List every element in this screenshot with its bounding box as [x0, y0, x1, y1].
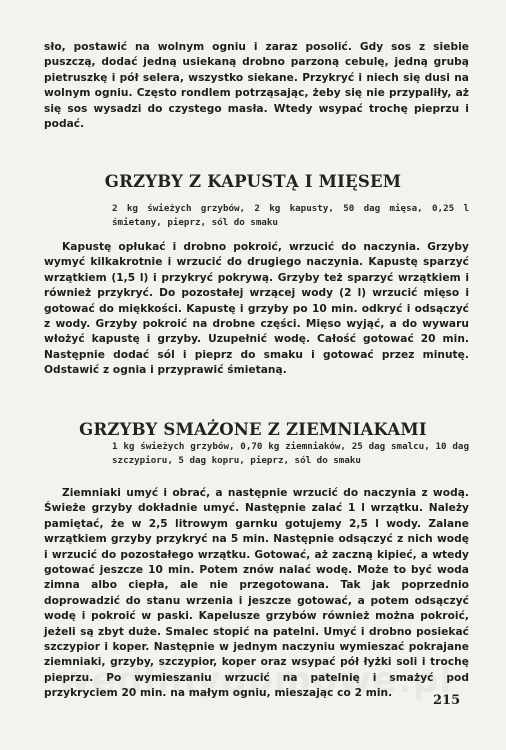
intro-paragraph: sło, postawić na wolnym ogniu i zaraz posolić. Gdy sos z siebie puszczą, dodać jedną usiekaną drobno parzoną cebulę, jedną grubą pietruszkę i pół selera, wszystko siekane. Przykryć i niech się dusi na wolnym ogniu. Często rondlem potrząsając, żeby się nie przypaliły, aż się sos wysadzi do czystego masła. Wtedy wsypać trochę pieprzu i podać.	[44, 41, 469, 131]
page-number: 215	[433, 693, 461, 708]
recipe1-ingredients: 2 kg świeżych grzybów, 2 kg kapusty, 50 dag mięsa, 0,25 l śmietany, pieprz, sól do smaku	[112, 203, 469, 228]
recipe1-instructions: Kapustę opłukać i drobno pokroić, wrzucić do naczynia. Grzyby wymyć kilkakrotnie i wrzucić do drugiego naczynia. Kapustę sparzyć wrzątkiem (1,5 l) i przykryć pokrywą. Grzyby też sparzyć wrzątkiem i również przykryć. Do pozostałej wrzącej wody (2 l) wrzucić mięso i gotować do miękkości. Kapustę i grzyby po 10 min. odkryć i odsączyć z wody. Grzyby pokroić na drobne części. Mięso wyjąć, a do wywaru włożyć kapustę i grzyby. Uzupełnić wodę. Całość gotować 20 min. Następnie dodać sól i pieprz do smaku i gotować przez minutę. Odstawić z ognia i przyprawić śmietaną.	[44, 241, 469, 377]
recipe2-title: GRZYBY SMAŻONE Z ZIEMNIAKAMI	[79, 420, 427, 439]
recipe2-instructions: Ziemniaki umyć i obrać, a następnie wrzucić do naczynia z wodą. Świeże grzyby dokładnie umyć. Następnie zalać 1 l wrzątku. Należy pamiętać, że w 2,5 litrowym garnku gotujemy 2,5 l wody. Zalane wrzątkiem grzyby przykryć na 5 min. Następnie odsączyć z nich wodę i wrzucić do pozostałego wrzątku. Gotować, aż zaczną kipieć, a wtedy gotować jeszcze 10 min. Potem znów nalać wodę. Może to być woda zimna albo ciepła, ale nie przegotowana. Tak jak poprzednio doprowadzić do stanu wrzenia i jeszcze gotować, a potem odsączyć wodę i pokroić w paski. Kapelusze grzybów również można pokroić, jeżeli są zbyt duże. Smalec stopić na patelni. Umyć i drobno posiekać szczypior i koper. Następnie w jednym naczyniu wymieszać pokrajane ziemniaki, grzyby, szczypior, koper oraz wsypać pół łyżki soli i trochę pieprzu. Po wymieszaniu wrzucić na patelnię i smażyć pod przykryciem 20 min. na małym ogniu, mieszając co 2 min.	[44, 487, 469, 700]
recipe1-title: GRZYBY Z KAPUSTĄ I MIĘSEM	[104, 172, 402, 191]
recipe2-ingredients: 1 kg świeżych grzybów, 0,70 kg ziemniaków, 25 dag smalcu, 10 dag szczypioru, 5 dag kopru, pieprz, sól do smaku	[112, 441, 469, 466]
